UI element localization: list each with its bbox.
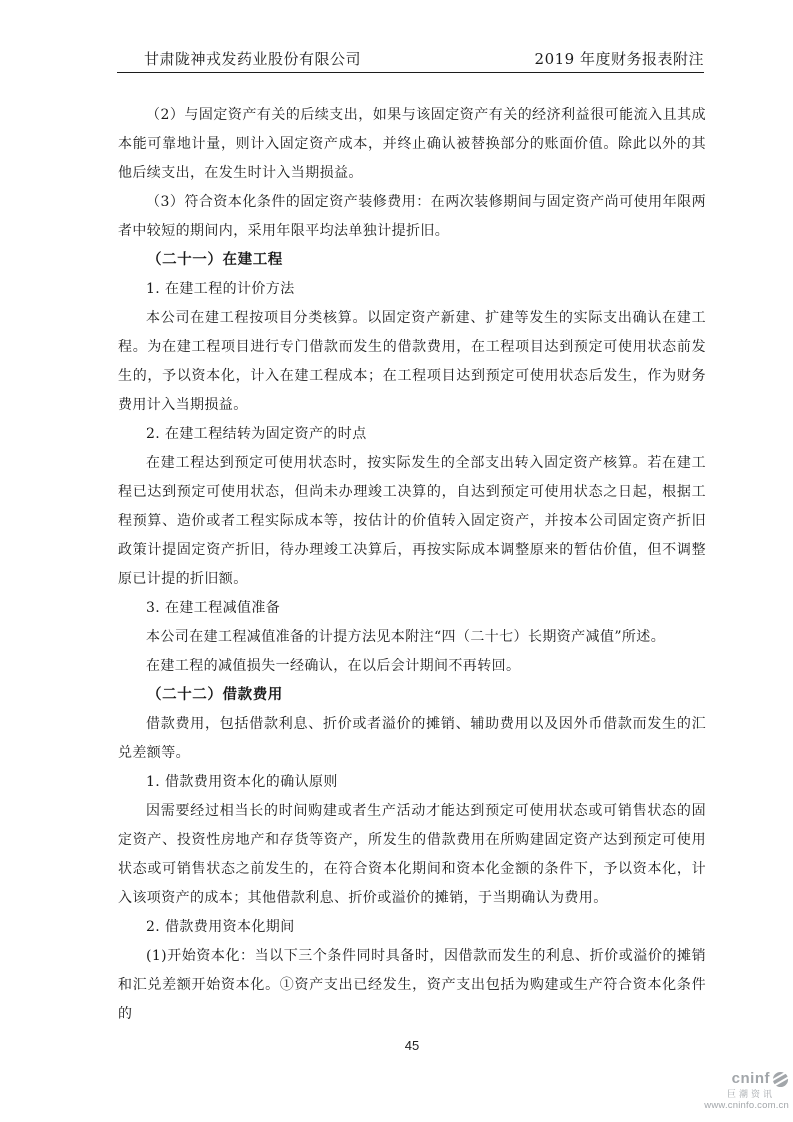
body-paragraph: 在建工程的减值损失一经确认，在以后会计期间不再转回。: [146, 658, 521, 674]
cninfo-brand-cn: 巨潮资讯: [726, 1088, 775, 1099]
body-paragraph: 因需要经过相当长的时间购建或者生产活动才能达到预定可使用状态或可销售状态的固定资产、投资性房地产和存货等资产，所发生的借款费用在所购建固定资产达到预定可使用状态或可销售状态之前发生的，在符合资本化期间和资本化金额的条件下，予以资本化，计入该项资产的成本；其他借款利息、折价或溢价的摊销，于当期确认为费用。: [118, 803, 706, 906]
body-paragraph: 2. 在建工程结转为固定资产的时点: [146, 426, 367, 442]
section-heading: （二十一）在建工程: [147, 252, 283, 268]
cninfo-url: www.cninfo.com.cn: [704, 1100, 789, 1112]
page-number: 45: [404, 1038, 420, 1053]
body-paragraph: （3）符合资本化条件的固定资产装修费用：在两次装修期间与固定资产尚可使用年限两者中较短的期间内，采用年限平均法单独计提折旧。: [118, 194, 706, 239]
body-paragraph: 本公司在建工程减值准备的计提方法见本附注“四（二十七）长期资产减值”所述。: [146, 629, 666, 645]
cninfo-logo: [704, 1070, 789, 1087]
company-name: 甘肃陇神戎发药业股份有限公司: [144, 50, 362, 68]
report-title: 2019 年度财务报表附注: [534, 50, 704, 68]
body-paragraph: （2）与固定资产有关的后续支出，如果与该固定资产有关的经济利益很可能流入且其成本能可靠地计量，则计入固定资产成本，并终止确认被替换部分的账面价值。除此以外的其他后续支出，在发生时计入当期损益。: [118, 107, 706, 181]
page-header: [117, 48, 704, 69]
body-paragraph: 在建工程达到预定可使用状态时，按实际发生的全部支出转入固定资产核算。若在建工程已达到预定可使用状态，但尚未办理竣工决算的，自达到预定可使用状态之日起，根据工程预算、造价或者工程实际成本等，按估计的价值转入固定资产，并按本公司固定资产折旧政策计提固定资产折旧，待办理竣工决算后，再按实际成本调整原来的暂估价值，但不调整原已计提的折旧额。: [118, 455, 706, 587]
document-body: [118, 101, 706, 1029]
cninfo-logo-text: cninf: [731, 1070, 770, 1088]
body-paragraph: (1)开始资本化：当以下三个条件同时具备时，因借款而发生的利息、折价或溢价的摊销和汇兑差额开始资本化。①资产支出已经发生，资产支出包括为购建或生产符合资本化条件的: [118, 948, 706, 1022]
body-paragraph: 1. 借款费用资本化的确认原则: [146, 774, 338, 790]
section-heading: （二十二）借款费用: [147, 687, 283, 703]
body-paragraph: 2. 借款费用资本化期间: [146, 919, 295, 935]
body-paragraph: 3. 在建工程减值准备: [146, 600, 281, 616]
body-paragraph: 借款费用，包括借款利息、折价或者溢价的摊销、辅助费用以及因外币借款而发生的汇兑差额等。: [118, 716, 706, 761]
header-rule: [117, 72, 704, 73]
body-paragraph: 本公司在建工程按项目分类核算。以固定资产新建、扩建等发生的实际支出确认在建工程。为在建工程项目进行专门借款而发生的借款费用，在工程项目达到预定可使用状态前发生的，予以资本化，计入在建工程成本；在工程项目达到预定可使用状态后发生，作为财务费用计入当期损益。: [118, 310, 706, 413]
cninfo-watermark: [704, 1070, 789, 1112]
cninfo-swirl-icon: [772, 1071, 789, 1088]
body-paragraph: 1. 在建工程的计价方法: [146, 281, 295, 297]
